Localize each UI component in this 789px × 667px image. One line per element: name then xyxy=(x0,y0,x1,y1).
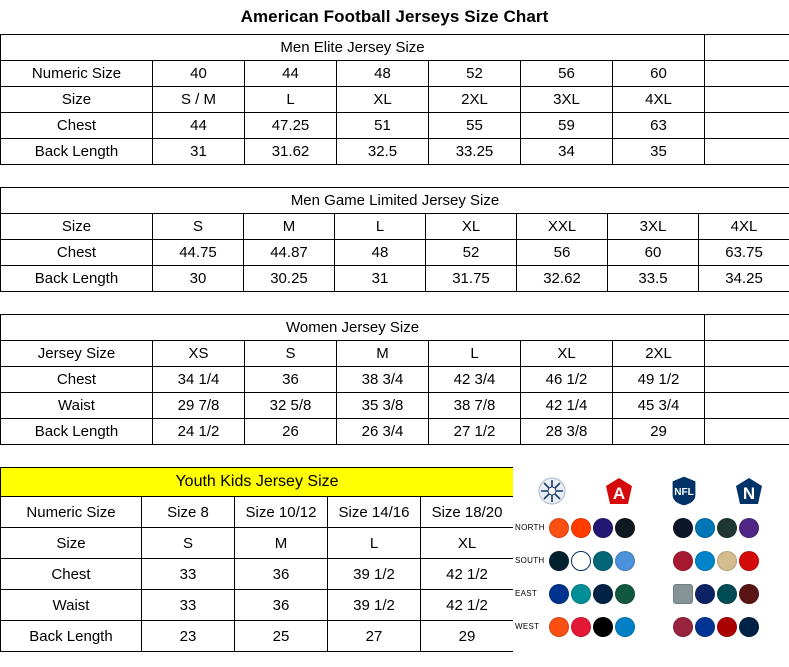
patriots-logo-icon xyxy=(593,584,613,604)
eagles-logo-icon xyxy=(717,584,737,604)
nfl-logo-icon xyxy=(671,475,697,507)
lions-logo-icon xyxy=(695,518,715,538)
cell: 45 3/4 xyxy=(613,393,705,419)
cell: 2XL xyxy=(429,87,521,113)
cell: XL xyxy=(337,87,429,113)
cell: 35 3/8 xyxy=(337,393,429,419)
division-row-west xyxy=(513,610,789,643)
49ers-logo-icon xyxy=(717,617,737,637)
bills-logo-icon xyxy=(549,584,569,604)
browns-logo-icon xyxy=(571,518,591,538)
page-title xyxy=(0,0,789,34)
falcons-logo-icon xyxy=(673,551,693,571)
row-label: Back Length xyxy=(1,266,153,292)
buccaneers-logo-icon xyxy=(739,551,759,571)
cell: 42 3/4 xyxy=(429,367,521,393)
cell: 27 xyxy=(328,621,421,652)
table-row xyxy=(1,341,789,367)
cell: 26 3/4 xyxy=(337,419,429,445)
table-row xyxy=(1,497,514,528)
cell: M xyxy=(337,341,429,367)
filler-cell xyxy=(705,35,789,61)
filler-cell xyxy=(705,419,789,445)
cell: 63.75 xyxy=(699,240,789,266)
division-team-logos xyxy=(549,617,789,637)
cell: XL xyxy=(421,528,514,559)
cell: 56 xyxy=(521,61,613,87)
table-row xyxy=(1,419,789,445)
cell: 30.25 xyxy=(244,266,335,292)
men-elite-table xyxy=(0,34,789,165)
table-row xyxy=(1,528,514,559)
conference-logo-row xyxy=(513,471,789,511)
filler-cell xyxy=(705,61,789,87)
steelers-logo-icon xyxy=(615,518,635,538)
cell: XL xyxy=(426,214,517,240)
nfc-west-logos xyxy=(673,617,789,637)
cell: XS xyxy=(153,341,245,367)
cell: 34.25 xyxy=(699,266,789,292)
cell: 60 xyxy=(608,240,699,266)
bears-logo-icon xyxy=(673,518,693,538)
table-section-header-row xyxy=(1,35,789,61)
cell: 4XL xyxy=(613,87,705,113)
table-row xyxy=(1,139,789,165)
cell: 33 xyxy=(142,590,235,621)
youth-and-logos-row xyxy=(0,467,789,652)
saints-logo-icon xyxy=(717,551,737,571)
cell: 24 1/2 xyxy=(153,419,245,445)
table-section-header-row xyxy=(1,188,789,214)
section-heading-men-elite: Men Elite Jersey Size xyxy=(1,35,705,61)
filler-cell xyxy=(705,315,789,341)
women-table xyxy=(0,314,789,445)
cell: 29 xyxy=(421,621,514,652)
cell: 31 xyxy=(335,266,426,292)
cell: 48 xyxy=(335,240,426,266)
row-label: Chest xyxy=(1,559,142,590)
cell: 36 xyxy=(235,590,328,621)
cell: 44 xyxy=(153,113,245,139)
nfl-shield-icon xyxy=(537,476,567,506)
svg-text:NFL: NFL xyxy=(673,487,694,498)
table-row xyxy=(1,590,514,621)
cell: Size 18/20 xyxy=(421,497,514,528)
cell: 44 xyxy=(245,61,337,87)
table-section-header-row xyxy=(1,315,789,341)
row-label: Waist xyxy=(1,393,153,419)
division-row-east xyxy=(513,577,789,610)
table-row xyxy=(1,214,789,240)
packers-logo-icon xyxy=(717,518,737,538)
afc-west-logos xyxy=(549,617,667,637)
chargers-logo-icon xyxy=(615,617,635,637)
table-row xyxy=(1,113,789,139)
dolphins-logo-icon xyxy=(571,584,591,604)
section-heading-men-game-limited: Men Game Limited Jersey Size xyxy=(1,188,789,214)
row-label: Chest xyxy=(1,367,153,393)
cell: 38 7/8 xyxy=(429,393,521,419)
ravens-logo-icon xyxy=(593,518,613,538)
cowboys-logo-icon xyxy=(673,584,693,604)
cell: 23 xyxy=(142,621,235,652)
cell: 3XL xyxy=(521,87,613,113)
row-label: Numeric Size xyxy=(1,497,142,528)
colts-logo-icon xyxy=(571,551,591,571)
cell: 42 1/4 xyxy=(521,393,613,419)
cell: XL xyxy=(521,341,613,367)
cell: M xyxy=(244,214,335,240)
division-label-west: WEST xyxy=(515,622,540,631)
nfl-divisions-panel xyxy=(513,467,789,652)
cell: 32.62 xyxy=(517,266,608,292)
cell: 26 xyxy=(245,419,337,445)
nfc-north-logos xyxy=(673,518,789,538)
row-label: Back Length xyxy=(1,621,142,652)
cell: S / M xyxy=(153,87,245,113)
broncos-logo-icon xyxy=(549,617,569,637)
cell: 34 1/4 xyxy=(153,367,245,393)
row-label: Chest xyxy=(1,240,153,266)
chiefs-logo-icon xyxy=(571,617,591,637)
cell: 60 xyxy=(613,61,705,87)
section-heading-youth: Youth Kids Jersey Size xyxy=(1,468,514,497)
cell: 39 1/2 xyxy=(328,559,421,590)
table-row xyxy=(1,240,789,266)
row-label: Waist xyxy=(1,590,142,621)
cell: 63 xyxy=(613,113,705,139)
cell: Size 10/12 xyxy=(235,497,328,528)
row-label: Back Length xyxy=(1,419,153,445)
cell: 51 xyxy=(337,113,429,139)
cell: 34 xyxy=(521,139,613,165)
cell: 48 xyxy=(337,61,429,87)
division-label-north: NORTH xyxy=(515,523,545,532)
cell: 40 xyxy=(153,61,245,87)
cell: 44.87 xyxy=(244,240,335,266)
section-spacer xyxy=(0,445,789,467)
cell: 33.25 xyxy=(429,139,521,165)
youth-table-wrap xyxy=(0,467,513,652)
cell: S xyxy=(142,528,235,559)
rams-logo-icon xyxy=(695,617,715,637)
division-label-south: SOUTH xyxy=(515,556,545,565)
cell: 39 1/2 xyxy=(328,590,421,621)
cell: 25 xyxy=(235,621,328,652)
cell: 33 xyxy=(142,559,235,590)
cell: 29 7/8 xyxy=(153,393,245,419)
youth-table xyxy=(0,467,514,652)
cell: 38 3/4 xyxy=(337,367,429,393)
table-row xyxy=(1,367,789,393)
table-row xyxy=(1,266,789,292)
cell: 28 3/8 xyxy=(521,419,613,445)
cell: 36 xyxy=(235,559,328,590)
cell: M xyxy=(235,528,328,559)
section-heading-women: Women Jersey Size xyxy=(1,315,705,341)
afc-east-logos xyxy=(549,584,667,604)
bengals-logo-icon xyxy=(549,518,569,538)
row-label: Back Length xyxy=(1,139,153,165)
nfc-logo-icon xyxy=(732,476,766,506)
cardinals-logo-icon xyxy=(673,617,693,637)
nfc-south-logos xyxy=(673,551,789,571)
cell: 59 xyxy=(521,113,613,139)
table-row xyxy=(1,87,789,113)
cell: 44.75 xyxy=(153,240,244,266)
empty-cell xyxy=(705,139,789,165)
cell: S xyxy=(245,341,337,367)
cell: XXL xyxy=(517,214,608,240)
cell: 31 xyxy=(153,139,245,165)
texans-logo-icon xyxy=(549,551,569,571)
row-label: Chest xyxy=(1,113,153,139)
svg-text:A: A xyxy=(612,484,625,503)
row-label: Size xyxy=(1,528,142,559)
cell: Size 8 xyxy=(142,497,235,528)
section-spacer xyxy=(0,292,789,314)
afc-north-logos xyxy=(549,518,667,538)
cell: 27 1/2 xyxy=(429,419,521,445)
empty-cell xyxy=(705,113,789,139)
cell: 42 1/2 xyxy=(421,559,514,590)
row-label: Size xyxy=(1,214,153,240)
cell: 3XL xyxy=(608,214,699,240)
nfc-east-logos xyxy=(673,584,789,604)
afc-logo-icon xyxy=(602,476,636,506)
page-title-text: American Football Jerseys Size Chart xyxy=(240,7,549,26)
cell: Size 14/16 xyxy=(328,497,421,528)
table-row xyxy=(1,61,789,87)
cell: 4XL xyxy=(699,214,789,240)
vikings-logo-icon xyxy=(739,518,759,538)
cell: 56 xyxy=(517,240,608,266)
jets-logo-icon xyxy=(615,584,635,604)
division-team-logos xyxy=(549,551,789,571)
cell: 42 1/2 xyxy=(421,590,514,621)
table-row xyxy=(1,393,789,419)
cell: 32 5/8 xyxy=(245,393,337,419)
division-row-north xyxy=(513,511,789,544)
cell: 35 xyxy=(613,139,705,165)
cell: 29 xyxy=(613,419,705,445)
men-game-limited-table xyxy=(0,187,789,292)
filler-cell xyxy=(705,393,789,419)
cell: L xyxy=(335,214,426,240)
cell: 32.5 xyxy=(337,139,429,165)
row-label: Jersey Size xyxy=(1,341,153,367)
cell: 52 xyxy=(429,61,521,87)
nfl-logo-block xyxy=(513,467,789,652)
commanders-logo-icon xyxy=(739,584,759,604)
row-label: Size xyxy=(1,87,153,113)
table-row xyxy=(1,621,514,652)
section-spacer xyxy=(0,165,789,187)
cell: 36 xyxy=(245,367,337,393)
jaguars-logo-icon xyxy=(593,551,613,571)
cell: 47.25 xyxy=(245,113,337,139)
filler-cell xyxy=(705,367,789,393)
division-row-south xyxy=(513,544,789,577)
cell: 52 xyxy=(426,240,517,266)
empty-cell xyxy=(705,87,789,113)
cell: 33.5 xyxy=(608,266,699,292)
giants-logo-icon xyxy=(695,584,715,604)
raiders-logo-icon xyxy=(593,617,613,637)
cell: 49 1/2 xyxy=(613,367,705,393)
row-label: Numeric Size xyxy=(1,61,153,87)
panthers-logo-icon xyxy=(695,551,715,571)
cell: 55 xyxy=(429,113,521,139)
table-row xyxy=(1,559,514,590)
cell: 46 1/2 xyxy=(521,367,613,393)
division-label-east: EAST xyxy=(515,589,538,598)
titans-logo-icon xyxy=(615,551,635,571)
table-section-header-row xyxy=(1,468,514,497)
filler-cell xyxy=(705,341,789,367)
division-team-logos xyxy=(549,584,789,604)
cell: 31.62 xyxy=(245,139,337,165)
cell: 31.75 xyxy=(426,266,517,292)
seahawks-logo-icon xyxy=(739,617,759,637)
afc-south-logos xyxy=(549,551,667,571)
cell: 2XL xyxy=(613,341,705,367)
division-team-logos xyxy=(549,518,789,538)
cell: L xyxy=(429,341,521,367)
cell: L xyxy=(245,87,337,113)
cell: 30 xyxy=(153,266,244,292)
cell: S xyxy=(153,214,244,240)
svg-text:N: N xyxy=(742,484,755,503)
cell: L xyxy=(328,528,421,559)
